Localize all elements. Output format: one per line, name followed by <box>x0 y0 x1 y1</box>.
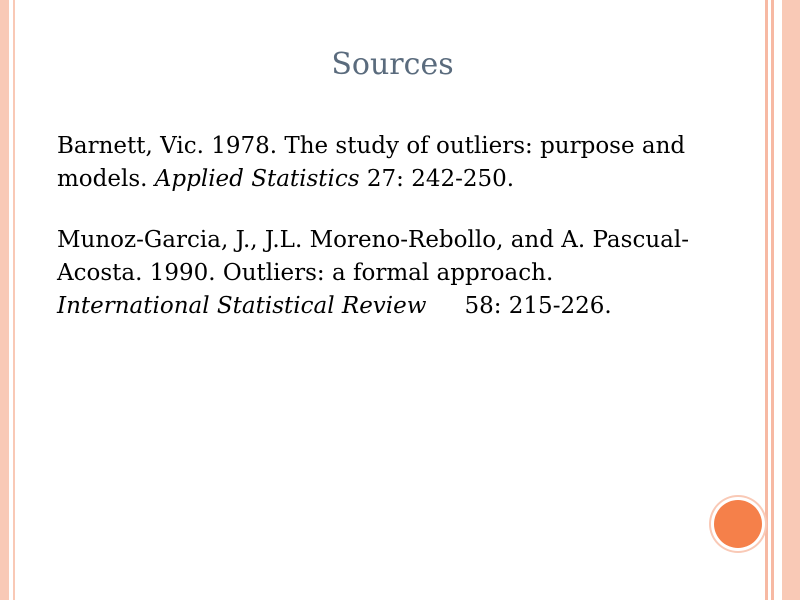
right-border-thin-stripe-2 <box>771 0 774 600</box>
reference-journal: Applied Statistics <box>154 166 360 192</box>
reference-citation: 58: 215-226. <box>464 293 612 319</box>
reference-journal: International Statistical Review <box>57 293 427 319</box>
reference-citation: 27: 242-250. <box>359 166 515 192</box>
slide-title: Sources <box>331 47 454 82</box>
reference-item <box>57 224 697 323</box>
right-border-thin-stripe <box>765 0 768 600</box>
left-border-stripe <box>0 0 9 600</box>
reference-text: Munoz-Garcia, J., J.L. Moreno-Rebollo, and A. Pascual-Acosta. 1990. Outliers: a formal approach. <box>57 227 689 286</box>
right-border-stripe <box>782 0 800 600</box>
reference-item <box>57 130 697 196</box>
decorative-circle-icon <box>714 500 762 548</box>
reference-list <box>57 130 697 351</box>
left-border-thin-stripe <box>13 0 15 600</box>
reference-text: Barnett, Vic. 1978. The study of outliers: purpose and models. <box>57 133 686 192</box>
